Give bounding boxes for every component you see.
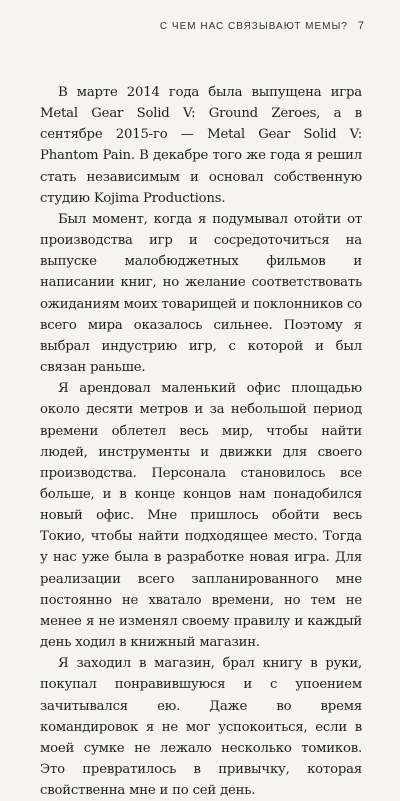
paragraph-4: Я заходил в магазин, брал книгу в руки, покупал понравившуюся и с упоением зачитывался ею. Даже во время командировок я не мог успокоиться, если в моей сумке не лежало несколько томиков. Это превратилось в привычку, которая свойственна мне и по сей день. xyxy=(40,656,362,799)
running-title: С ЧЕМ НАС СВЯЗЫВАЮТ МЕМЫ? xyxy=(159,21,348,32)
paragraph-3: Я арендовал маленький офис площадью около десяти метров и за небольшой период времени облетел весь мир, чтобы найти людей, инструменты и движки для своего производства. Персонала становилось все больше, и в конце концов нам понадобился новый офис. Мне пришлось обойти весь Токио, чтобы найти подходящее место. Тогда у нас уже была в разработке новая игра. Для реализации всего запланированного мне постоянно не хватало времени, но тем не менее я не изменял своему правилу и каждый день ходил в книжный магазин. xyxy=(40,381,362,651)
body-text xyxy=(40,82,362,801)
page-number: 7 xyxy=(357,20,364,32)
paragraph-2: Был момент, когда я подумывал отойти от производства игр и сосредоточиться на выпуске малобюджетных фильмов и написании книг, но желание соответствовать ожиданиям моих товарищей и поклонников со всего мира оказалось сильнее. Поэтому я выбрал индустрию игр, с которой и был связан раньше. xyxy=(40,211,362,376)
running-head xyxy=(160,20,364,32)
paragraph-1: В марте 2014 года была выпущена игра Metal Gear Solid V: Ground Zeroes, а в сентябре 2015-го — Metal Gear Solid V: Phantom Pain. В декабре того же года я решил стать независимым и основал собственную студию Kojima Productions. xyxy=(40,85,362,206)
